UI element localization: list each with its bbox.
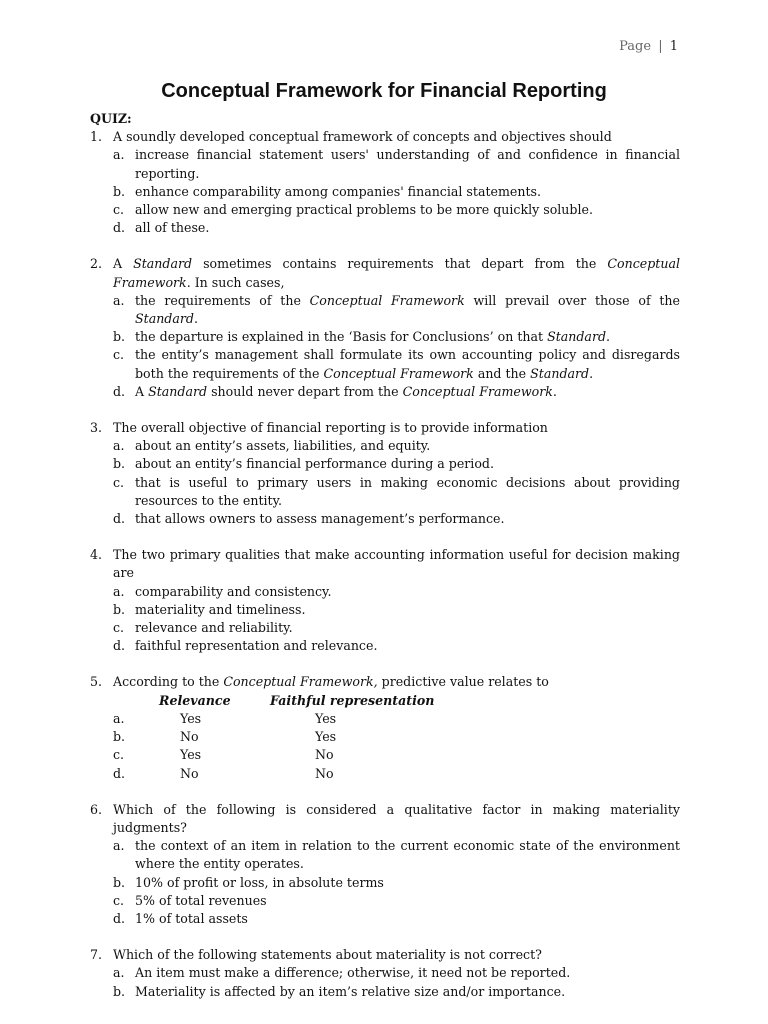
option [113, 637, 680, 655]
page-separator: | [658, 39, 663, 54]
italic-term: Conceptual Framework [113, 256, 680, 290]
italic-term: Standard [530, 365, 590, 381]
option [113, 874, 680, 892]
matrix-cell: Yes [180, 710, 202, 726]
quiz-label: QUIZ: [90, 111, 132, 126]
options-list [113, 964, 680, 1000]
question-stem [113, 255, 680, 291]
text-run: predictive value relates to [377, 674, 549, 690]
text-run: A [113, 256, 134, 272]
option-letter: d. [113, 220, 126, 236]
document-title: Conceptual Framework for Financial Reporting [161, 80, 607, 102]
text-run: and the [473, 365, 531, 381]
question-number: 2. [90, 256, 103, 272]
option-letter: a. [113, 965, 125, 981]
option [113, 201, 680, 219]
option-letter: b. [113, 183, 126, 199]
question-number: 4. [90, 547, 103, 563]
option-letter: c. [113, 747, 125, 763]
option [113, 474, 680, 510]
italic-term: Standard [133, 256, 193, 272]
option-letter: c. [113, 474, 125, 490]
question-stem: The overall objective of financial reporting is to provide information [113, 420, 548, 436]
italic-term: Conceptual Framework [323, 365, 474, 381]
italic-term: Conceptual Framework [402, 383, 553, 399]
option-letter: c. [113, 892, 125, 908]
option [113, 510, 680, 528]
page-number-value: 1 [669, 39, 678, 54]
option-text: 1% of total assets [135, 910, 248, 926]
option-letter: d. [113, 910, 126, 926]
question-number: 5. [90, 674, 103, 690]
option-letter: c. [113, 202, 125, 218]
options-list [113, 437, 680, 528]
option-text: that is useful to primary users in making economic decisions about providing resources to the entity. [135, 474, 680, 508]
matrix-cell: Yes [180, 747, 202, 763]
option-letter: a. [113, 838, 125, 854]
question-stem: Which of the following is considered a qualitative factor in making materiality judgments? [113, 801, 680, 835]
question-5 [90, 673, 680, 782]
option [113, 983, 680, 1001]
answer-matrix [113, 692, 680, 783]
option [113, 910, 680, 928]
options-list [113, 837, 680, 928]
option-text: about an entity’s financial performance during a period. [135, 456, 494, 472]
option-text: enhance comparability among companies' financial statements. [135, 183, 542, 199]
option [113, 892, 680, 910]
option-letter: a. [113, 710, 125, 726]
option-letter: b. [113, 601, 126, 617]
option [113, 583, 680, 601]
option-letter: b. [113, 456, 126, 472]
option-text: allow new and emerging practical problems to be more quickly soluble. [135, 202, 593, 218]
question-7 [90, 946, 680, 1001]
option-text: relevance and reliability. [135, 620, 293, 636]
option-text: An item must make a difference; otherwise, it need not be reported. [135, 965, 571, 981]
matrix-cell: No [180, 765, 199, 781]
text-run: will prevail over those of the [464, 292, 680, 308]
matrix-cell: No [315, 765, 334, 781]
option-text: faithful representation and relevance. [135, 638, 378, 654]
option-letter: d. [113, 638, 126, 654]
text-run: According to the [113, 674, 224, 690]
column-header-faithful-representation: Faithful representation [270, 692, 435, 708]
option-letter: a. [113, 438, 125, 454]
question-1 [90, 128, 680, 237]
text-run: . [606, 329, 611, 345]
option-text: materiality and timeliness. [135, 601, 306, 617]
option [113, 601, 680, 619]
text-run: . [589, 365, 594, 381]
italic-term: Conceptual Framework [309, 292, 465, 308]
question-stem: Which of the following statements about materiality is not correct? [113, 947, 542, 963]
option [113, 219, 680, 237]
option [113, 964, 680, 982]
text-run: sometimes contains requirements that depart from the [192, 256, 608, 272]
text-run: . [193, 311, 198, 327]
question-number: 3. [90, 420, 103, 436]
option-text: that allows owners to assess management’s performance. [135, 511, 505, 527]
option [113, 837, 680, 873]
option-letter: a. [113, 292, 125, 308]
matrix-cell: Yes [315, 710, 337, 726]
question-stem: A soundly developed conceptual framework of concepts and objectives should [113, 129, 612, 145]
question-stem: The two primary qualities that make accounting information useful for decision making are [113, 547, 680, 581]
matrix-cell: No [180, 729, 199, 745]
text-run: the departure is explained in the ‘Basis for Conclusions’ on that [135, 329, 548, 345]
question-6 [90, 801, 680, 928]
text-run: should never depart from the [207, 383, 403, 399]
question-stem [113, 673, 680, 691]
italic-term: Standard [135, 311, 194, 327]
option [113, 146, 680, 182]
options-list [113, 583, 680, 656]
option-letter: b. [113, 874, 126, 890]
option-letter: c. [113, 620, 125, 636]
option-text: the context of an item in relation to the current economic state of the environment where the entity operates. [135, 838, 680, 872]
option-text: 10% of profit or loss, in absolute terms [135, 874, 384, 890]
options-list [113, 146, 680, 237]
quiz-section [90, 110, 680, 1019]
option-text: increase financial statement users' understanding of and confidence in financial reporting. [135, 147, 680, 181]
text-run: the requirements of the [135, 292, 310, 308]
italic-term: Standard [148, 383, 208, 399]
option [113, 183, 680, 201]
option-text: all of these. [135, 220, 210, 236]
italic-term: Standard [547, 329, 607, 345]
text-run: the entity’s management shall formulate its own accounting policy and disregards both the requirements of the [135, 347, 680, 381]
text-run: . [552, 383, 557, 399]
italic-term: Conceptual Framework, [223, 674, 378, 690]
options-list [113, 292, 680, 401]
option-letter: b. [113, 983, 126, 999]
question-2 [90, 255, 680, 401]
question-number: 1. [90, 129, 103, 145]
page-number [619, 38, 678, 56]
option-text: 5% of total revenues [135, 892, 267, 908]
text-run: A [135, 383, 149, 399]
question-4 [90, 546, 680, 655]
option [113, 383, 680, 401]
option [113, 328, 680, 346]
column-header-relevance: Relevance [159, 692, 231, 708]
option [113, 455, 680, 473]
text-run: . In such cases, [186, 274, 285, 290]
matrix-cell: No [315, 747, 334, 763]
option-letter: c. [113, 347, 125, 363]
option-letter: a. [113, 147, 125, 163]
option [113, 619, 680, 637]
question-number: 7. [90, 947, 103, 963]
option [113, 346, 680, 382]
question-number: 6. [90, 801, 103, 817]
option-letter: d. [113, 511, 126, 527]
option-letter: d. [113, 765, 126, 781]
option-letter: a. [113, 583, 125, 599]
matrix-cell: Yes [315, 729, 337, 745]
option-text: Materiality is affected by an item’s relative size and/or importance. [135, 983, 566, 999]
option-letter: b. [113, 729, 126, 745]
option-text: about an entity’s assets, liabilities, and equity. [135, 438, 431, 454]
option-text: comparability and consistency. [135, 583, 332, 599]
option-letter: d. [113, 383, 126, 399]
page-label: Page [619, 39, 652, 54]
option [113, 437, 680, 455]
question-3 [90, 419, 680, 528]
option [113, 292, 680, 328]
option-letter: b. [113, 329, 126, 345]
